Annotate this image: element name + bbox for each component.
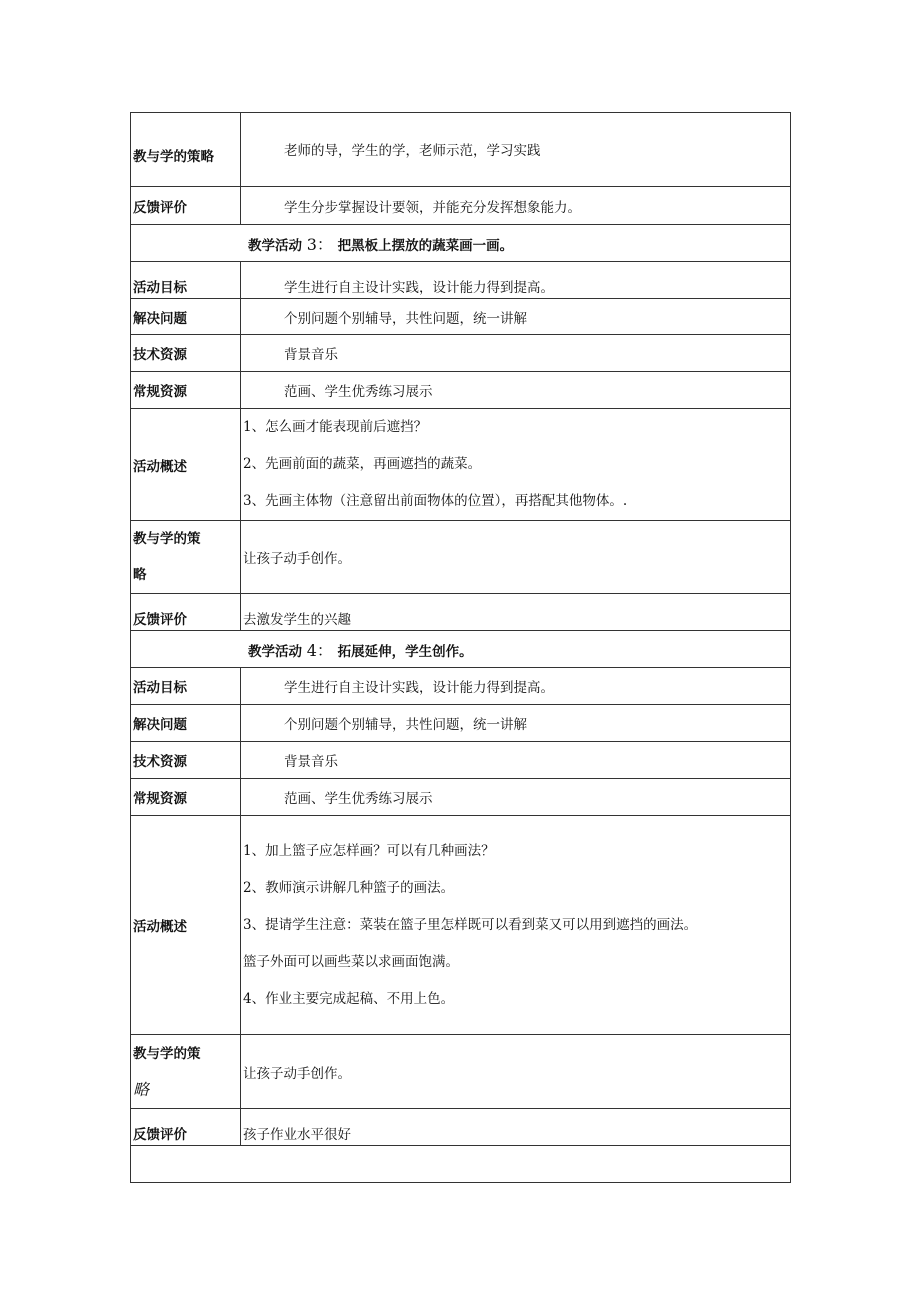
regular-label: 常规资源 (131, 372, 241, 409)
overview4-label: 活动概述 (131, 816, 241, 1035)
table-row (131, 1035, 791, 1109)
feedback4-label (131, 1109, 241, 1146)
tech4-value: 背景音乐 (241, 742, 791, 779)
strategy4-label (131, 1035, 241, 1109)
table-row (131, 262, 791, 299)
feedback3-label-text: 反馈评价 (133, 612, 187, 628)
activity3-heading-prefix: 教学活动 (248, 237, 302, 254)
table-row (131, 187, 791, 225)
feedback4-value-text: 孩子作业水平很好 (243, 1127, 351, 1143)
activity4-heading-text: 拓展延伸，学生创作。 (337, 643, 473, 660)
overview-lines (241, 409, 791, 521)
goal4-value: 学生进行自主设计实践，设计能力得到提高。 (241, 668, 791, 705)
strategy3-value: 让孩子动手创作。 (241, 521, 791, 594)
table-row (131, 779, 791, 816)
problem4-value: 个别问题个别辅导，共性问题，统一讲解 (241, 705, 791, 742)
goal-label-text: 活动目标 (133, 280, 187, 296)
table-row (131, 594, 791, 631)
strategy3-label-line2: 略 (133, 567, 147, 583)
empty-row (131, 1146, 791, 1183)
goal-label (131, 262, 241, 299)
tech4-label: 技术资源 (131, 742, 241, 779)
table-row (131, 1109, 791, 1146)
problem-label: 解决问题 (131, 299, 241, 335)
activity4-heading (131, 631, 791, 668)
table-row (131, 299, 791, 335)
table-row (131, 113, 791, 187)
table-row (131, 335, 791, 372)
feedback-label: 反馈评价 (131, 187, 241, 225)
feedback3-value-text: 去激发学生的兴趣 (243, 612, 351, 628)
activity4-heading-prefix: 教学活动 (248, 643, 302, 660)
overview-label: 活动概述 (131, 409, 241, 521)
lesson-plan-table (130, 112, 791, 1183)
strategy4-label-line1: 教与学的策 (133, 1045, 201, 1062)
problem-value: 个别问题个别辅导，共性问题，统一讲解 (241, 299, 791, 335)
table-row (131, 705, 791, 742)
strategy4-value: 让孩子动手创作。 (241, 1035, 791, 1109)
tech-value: 背景音乐 (241, 335, 791, 372)
feedback4-value (241, 1109, 791, 1146)
table-row (131, 409, 791, 521)
activity3-heading (131, 225, 791, 262)
feedback3-value (241, 594, 791, 631)
feedback-value: 学生分步掌握设计要领，并能充分发挥想象能力。 (241, 187, 791, 225)
activity3-heading-row (131, 225, 791, 262)
activity3-heading-text: 把黑板上摆放的蔬菜画一画。 (337, 237, 514, 254)
tech-label: 技术资源 (131, 335, 241, 372)
feedback4-label-text: 反馈评价 (133, 1127, 187, 1143)
goal4-label: 活动目标 (131, 668, 241, 705)
regular4-label: 常规资源 (131, 779, 241, 816)
strategy3-label-line1: 教与学的策 (133, 531, 201, 547)
activity4-heading-number: 4： (306, 640, 333, 660)
overview-line: 1、怎么画才能表现前后遮挡？ (243, 419, 428, 435)
overview-line: 2、先画前面的蔬菜，再画遮挡的蔬菜。 (243, 456, 482, 472)
regular-value: 范画、学生优秀练习展示 (241, 372, 791, 409)
overview-line: 2、教师演示讲解几种篮子的画法。 (243, 879, 455, 896)
overview-line: 4、作业主要完成起稿、不用上色。 (243, 990, 455, 1007)
table-row (131, 816, 791, 1035)
regular4-value: 范画、学生优秀练习展示 (241, 779, 791, 816)
goal-value (241, 262, 791, 299)
goal-value-text: 学生进行自主设计实践，设计能力得到提高。 (284, 280, 554, 296)
overview4-lines (241, 816, 791, 1035)
overview-line: 篮子外面可以画些菜以求画面饱满。 (243, 953, 459, 970)
overview-line: 1、加上篮子应怎样画？可以有几种画法？ (243, 842, 495, 859)
strategy3-label (131, 521, 241, 594)
problem4-label: 解决问题 (131, 705, 241, 742)
feedback3-label (131, 594, 241, 631)
overview-line: 3、先画主体物（注意留出前面物体的位置），再搭配其他物体。. (243, 493, 628, 509)
table-row (131, 668, 791, 705)
table-row (131, 521, 791, 594)
strategy4-label-line2: 略 (133, 1079, 150, 1099)
activity4-heading-row (131, 631, 791, 668)
strategy-value: 老师的导，学生的学，老师示范，学习实践 (241, 113, 791, 187)
activity3-heading-number: 3： (306, 234, 333, 254)
empty-cell (131, 1146, 791, 1183)
overview-line: 3、提请学生注意：菜装在篮子里怎样既可以看到菜又可以用到遮挡的画法。 (243, 916, 698, 933)
strategy-label: 教与学的策略 (131, 113, 241, 187)
table-row (131, 372, 791, 409)
table-row (131, 742, 791, 779)
